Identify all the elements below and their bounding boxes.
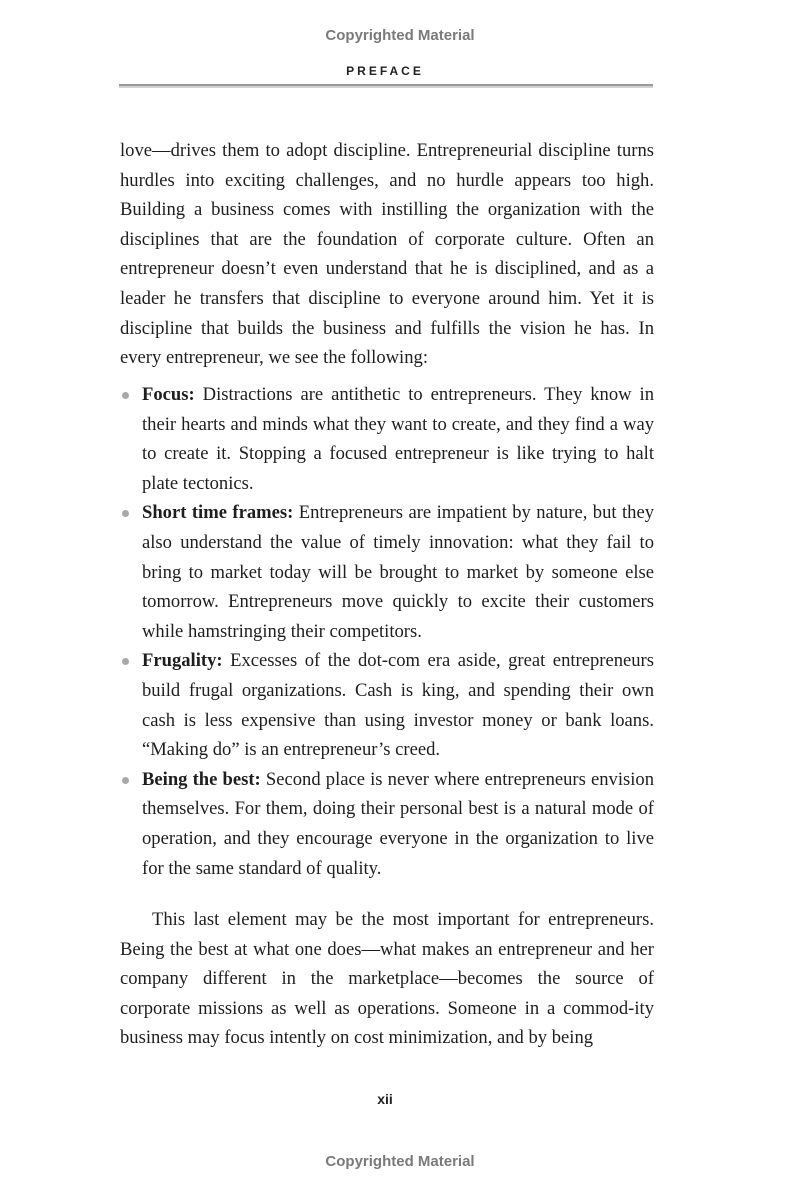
bullet-icon: [122, 510, 129, 517]
page-number: xii: [377, 1091, 393, 1107]
list-item: [120, 646, 654, 764]
bullet-text: Second place is never where entrepreneurs envision themselves. For them, doing their personal best is a natural mode of operation, and they encourage everyone in the organization to live for the same standard of quality.: [142, 768, 654, 879]
copyright-watermark-top: Copyrighted Material: [325, 27, 475, 44]
bullet-icon: [122, 777, 129, 784]
list-item: [120, 380, 654, 498]
bullet-icon: [122, 392, 129, 399]
bullet-text: Excesses of the dot-com era aside, great entrepreneurs build frugal organizations. Cash is king, and spending their own cash is less expensive than using investor money or bank loans. “Making do” is an entrepreneur’s creed.: [142, 650, 654, 761]
bullet-text: Entrepreneurs are impatient by nature, but they also understand the value of timely innovation: what they fail to bring to market today will be brought to market by someone else tomorrow. Entrepreneurs move quickly to excite their customers while hamstringing their competitors.: [142, 502, 654, 642]
bullet-text: Distractions are antithetic to entrepreneurs. They know in their hearts and minds what they want to create, and they find a way to create it. Stopping a focused entrepreneur is like trying to halt plate tectonics.: [142, 384, 654, 494]
running-head: PREFACE: [346, 64, 424, 78]
bullet-term: Being the best:: [142, 768, 261, 790]
copyright-watermark-bottom: Copyrighted Material: [325, 1153, 475, 1170]
body-paragraph: love—drives them to adopt discipline. Entrepreneurial discipline turns hurdles into exciting challenges, and no hurdle appears too high. Building a business comes with instilling the organization with the disciplines that are the foundation of corporate culture. Often an entrepreneur doesn’t even understand that he is disciplined, and as a leader he transfers that discipline to everyone around him. Yet it is discipline that builds the business and fulfills the vision he has. In every entrepreneur, we see the following:: [120, 140, 654, 369]
list-item: [120, 765, 654, 883]
list-item: [120, 498, 654, 646]
bullet-list: [120, 380, 654, 883]
bullet-term: Frugality:: [142, 650, 223, 672]
bullet-term: Short time frames:: [142, 502, 294, 524]
bullet-term: Focus:: [142, 384, 195, 405]
bullet-icon: [122, 658, 129, 665]
body-paragraph: This last element may be the most important for entrepreneurs. Being the best at what one does—what makes an entrepreneur and her company different in the marketplace—becomes the source of corporate missions as well as operations. Someone in a commod-ity business may focus intently on cost minimization, and by being: [120, 909, 654, 1049]
header-rule: [119, 84, 653, 88]
